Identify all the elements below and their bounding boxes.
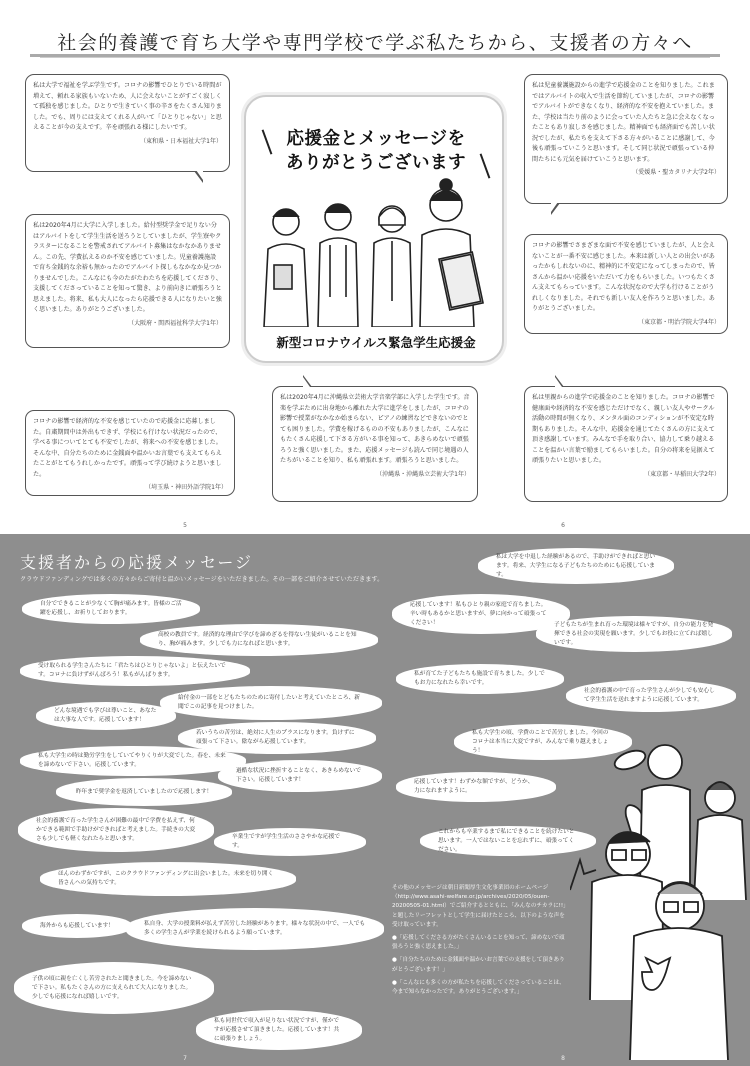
center-heading-line1: 応援金とメッセージを [286,129,466,149]
student-message-cite: （大阪府・関西福祉科学大学1年） [128,319,222,327]
speech-tail [194,171,203,183]
supporter-message-bubble [20,656,250,686]
speech-tail [303,375,312,387]
student-message-cite: （東京都・早稲田大学2年） [644,470,720,478]
supporter-message-bubble [478,548,674,584]
supporter-message-bubble [566,680,736,712]
student-message-card [25,74,230,172]
supporter-section-title: 支援者からの応援メッセージ [20,553,254,572]
supporter-message-text: 受け取られる学生さんたちに「君たちはひとりじゃないよ」と伝えたいです。コロナに負けずがんばろう！私もがんばります。 [38,663,226,678]
supporter-message-bubble [536,616,732,652]
supporter-message-text: 高校の教員です。経済的な理由で学びを諦めざるを得ない生徒がいることを知り、胸が痛みます。少しでも力になればと思います。 [158,632,357,647]
student-message-cite: （沖縄県・沖縄県立芸術大学1年） [376,470,470,478]
student-message-text: 私は里親からの進学で応援金のことを知りました。コロナの影響で健康面や経済的な不安を感じただけでなく、親しい友人やサークル活動の時間が無くなり、メンタル面のコンディションが不安定な時期もありました。そんな中、応援金を通じてたくさんの方に支えて頂き感謝しています。みんなで手を取り合い、協力して乗り越えることを温かい言葉で励ましてもらいました。自分の将来を見据えて頑張りたいと思いました。 [532,394,715,464]
student-message-text: 私は児童養護施設からの進学で応援金のことを知りました。これまではアルバイトの収入で生活を節約していましたが、コロナの影響でアルバイトができなくなり、経済的な不安を抱えていました。また、学校は当たり前のように会っていた人たちと急に会えなくなったこともあり寂しさを感じました。精神面でも経済面でも苦しい状況でしたが、私たちを支えて下さる方々がいることに感謝して、今後も頑張っていこうと思います。そして同じ状況で頑張っている仲間たちにも元気を届けていこうと思います。 [532,82,715,163]
supporter-message-text: これからも卒業するまで私にできることを続けたいと思います。一人ではないことを忘れずに、頑張ってください。 [438,828,575,853]
student-message-card [524,386,728,502]
speech-tail [551,203,560,215]
student-message-cite: （埼玉県・神田外語学院1年） [145,484,227,491]
info-lead: その他のメッセージは朝日新聞厚生文化事業団のホームページ（http://www.asahi-welfare.or.jp/archives/2020/05/ouen-20200505-01.html）でご紹介するとともに、「みんなのチカラに!!」と題したリーフレットとして学生に届けたところ、以下のような声を受け取っています。 [392,885,566,928]
student-message-cite: （東京都・明治学院大学4年） [638,318,720,326]
supporter-message-text: 社会的養護で育った学生さんが困難の最中で学費を払えず、何かできる範囲で手助けができればと考えました。手続きの大変さも少しでも軽くなれたらと思います。 [36,817,196,842]
supporter-message-text: 応援しています！私もひとり親の家庭で育ちました。辛い時もあるかと思いますが、夢に向かって頑張ってください！ [410,601,547,626]
supporter-message-text: 海外からも応援しています！ [40,922,114,929]
center-title-card [244,95,504,363]
student-message-card [25,214,230,348]
page-number: 7 [183,1055,187,1062]
supporter-message-text: 若いうちの苦労は、絶対に人生のプラスになります。負けずに頑張って下さい。陰ながら応援しています。 [196,730,355,745]
supporter-message-text: 卒業生ですが学生生活のささやかな応援です。 [232,834,341,849]
supporter-message-text: 私も大学生の頃、学費のことで苦労しました。今回のコロナは本当に大変ですが、みんなで乗り越えましょう！ [472,729,609,754]
info-bullet: ●「応援してくださる方がたくさんいることを知って、諦めないで頑張ろうと強く思えました。」 [392,935,565,951]
supporter-message-bubble [18,808,214,852]
supporter-message-bubble [126,908,384,950]
supporter-message-text: 子供の頃に親を亡くし苦労されたと聞きました。今を諦めないで下さい。私もたくさんの方に支えられて大人になりました。少しでも応援になれば嬉しいです。 [32,975,192,1000]
supporter-message-text: 子どもたちが生まれ育った環境は様々ですが、自分の能力を発揮できる社会の実現を願います。少しでもお役に立てれば嬉しいです。 [554,621,714,646]
student-message-text: 私は2020年4月に大学に入学しました。給付型奨学金で足りない分はアルバイトをして学生生活を送ろうとしていましたが、学生寮やクラスターになることを警戒されてアルバイト募集はなかなかありません。この先、学費払えるのか不安を感じていました。児童養護施設で育ち金銭的な余裕も無かったのでアルバイト探しもなかなか見つかりませんでした。こんなにも今のたがたわたちを応援してくださり、支援してくださっていることを知って驚き、より前向きに頑張ろうと思えました。将来、私も大人になったら応援できる人になりたいと強く思いました。ありがとうございました。 [33,222,222,313]
supporter-message-bubble [160,686,382,720]
supporter-message-bubble [196,1010,362,1050]
supporter-message-bubble [40,862,296,896]
supporter-message-text: 社会的養護の中で育った学生さんが少しでも安心して学生生活を送れますように応援しています。 [584,688,715,703]
title-underline-thin [40,57,710,58]
supporter-message-bubble [214,828,366,856]
supporter-message-bubble [140,624,378,656]
center-heading-line2: ありがとうございます [286,153,466,173]
student-message-text: 私は大学で福祉を学ぶ学生です。コロナの影響でひとりでいる時間が増えて、頼れる家族もいないため、人に会えないことがすごく寂しくて孤独を感じました。ひとりで生きていく事の辛さをたくさん知りました。でも、周りには支えてくれる人がいて「ひとりじゃない」と思えることが今の支えです。辛を頑張れる様にしたいです。 [33,82,222,131]
page-number: 6 [561,522,565,529]
student-message-cite: （東和県・日本福祉大学1年） [140,137,222,145]
supporter-message-text: 私は大学を中退した経験があるので、手助けができればと思います。将来、大学生になる子どもたちのためにも応援しています。 [496,553,656,578]
student-message-text: コロナの影響で経済的な不安を感じていたので応援金に応募しました。自粛期間中は外出もできず、学校にも行けない状況だったので、学べる事についてとても不安でしたが、将来への不安を感じました。そんな中、自分たちのために金銭面や温かいお言葉でも支えてもらえたことがとてもうれしかったです。頑張って学び続けようと思いました。 [33,418,222,478]
supporter-message-bubble [20,746,246,776]
supporter-message-text: 給付金の一部をとどもたちのために寄付したいと考えていたところ、新聞でこの記事を見つけました。 [178,695,360,710]
supporter-message-text: 昨年まで奨学金を返済していましたので応援します！ [75,788,213,795]
page-number: 8 [561,1055,565,1062]
supporter-message-text: 私が育てた子どもたちも施設で育ちました。少しでもお力になれたら幸いです。 [414,671,545,686]
speech-tail [555,375,564,387]
info-block [392,884,567,997]
supporter-message-bubble [56,778,232,806]
supporter-message-bubble [396,772,556,802]
supporter-message-bubble [218,760,382,792]
supporter-message-bubble [36,702,176,730]
info-bullet: ●「こんなにも多くの方が私たちを応援してくださっていることは、今まで知らなかったです。ありがとうございます。」 [392,979,565,996]
student-message-card [272,386,478,502]
center-subtitle: 新型コロナウイルス緊急学生応援金 [276,335,476,350]
supporter-message-bubble [22,594,200,624]
supporters-illustration [570,740,750,1060]
student-message-text: 私は2020年4月に沖縄県立芸術大学音楽学部に入学した学生です。音楽を学ぶために出身地から離れた大学に進学をしましたが、コロナの影響で授業がなかなか始まらない、ピアノの練習などできないのでとても困りました。学費を稼げるものの不安もありましたが、こんなにもたくさん応援して下さる方がいる事を知って、あきらめないで頑張ろうと強く思いました。また、応援メッセージも読んで同じ境遇の人たちがいることを知り、私も頑張れます。頑張ろうと思いました。 [280,394,470,464]
info-bullet: ●「自分たちのために金銭面や温かいお言葉での支援をして頂きありがとうございます！」 [392,957,565,973]
spread-title: 社会的養護で育ち大学や専門学校で学ぶ私たちから、支援者の方々へ [57,32,693,54]
supporter-message-text: ほんのわずかですが、このクラウドファンディングに出会いました。未来を切り開く皆さんへの気持ちです。 [58,871,274,886]
supporter-message-text: 自分でできることが少なくて胸が痛みます。皆様のご活躍を応援し、お祈りしております。 [40,601,182,616]
supporter-message-text: 過酷な状況に挫折することなく、あきらめないで下さい。応援しています！ [236,768,362,783]
supporter-message-bubble [396,664,564,694]
student-message-card [524,234,728,334]
supporter-message-bubble [22,914,132,938]
page-number: 5 [183,522,187,529]
supporter-message-text: 私自身、大学の授業料が払えず苦労した経験があります。様々な状況の中で、一人でも多くの学生さんが学業を続けられるよう願っています。 [144,921,366,936]
supporter-message-text: 応援しています！わずかな額ですが、どうか、力になれますように。 [414,779,534,794]
student-message-cite: （愛媛県・聖カタリナ大学2年） [632,169,720,176]
student-message-text: コロナの影響でさまざまな面で不安を感じていましたが、人と会えないことが一番不安に感じました。本来は新しい人との出会いがあったかもしれないのに、精神的に不安定になってしまったので、皆さんから温かい応援をいただいて力をもらいました。いつもたくさん支えてもらっています。こんな状況なので大学も行けることがうれしくなりました。それでも新しい友人を作ろうと思いました。ありがとうございました。 [532,242,715,312]
supporter-section-subtitle: クラウドファンディングでは多くの方々からご寄付と温かいメッセージをいただきました。その一部をご紹介させていただきます。 [20,576,384,583]
student-message-card [524,74,728,204]
student-message-card [25,410,235,496]
students-illustration [246,177,506,327]
supporter-message-text: 私も同世代で収入が足りない状況ですが、僅かですが応援させて頂きました。応援しています！共に頑張りましょう。 [214,1017,340,1042]
supporter-message-text: どんな境遇でも学びは尊いこと、あなたは大事な人です。応援しています！ [54,708,157,723]
supporter-message-text: 私も大学生の時は勤労学生をしていてやりくりが大変でした。春を、未来を諦めないで下さい。応援しています。 [38,753,226,768]
supporter-message-bubble [14,962,214,1014]
